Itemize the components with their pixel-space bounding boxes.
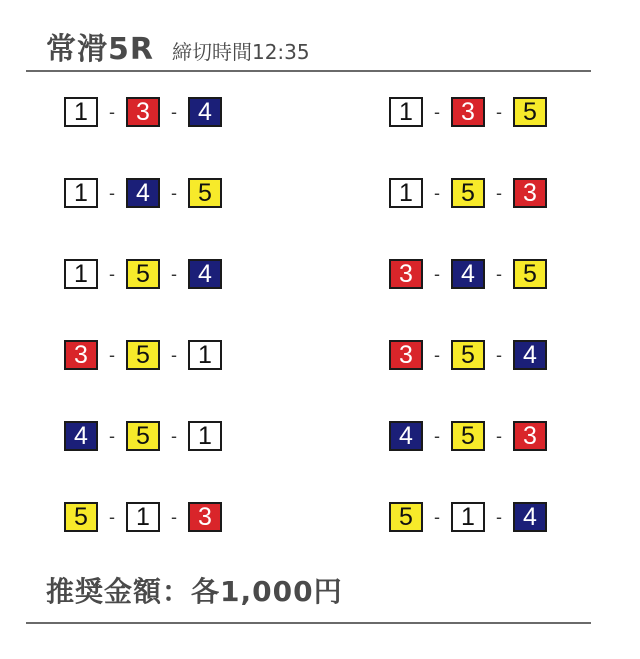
recommended-stake: 推奨金額：各1,000円 [46,575,343,608]
separator: - [109,101,115,122]
separator: - [171,425,177,446]
separator: - [171,182,177,203]
boat-number-4: 4 [126,178,160,208]
combination-row [64,339,222,371]
boat-number-1: 1 [389,178,423,208]
separator: - [434,182,440,203]
boat-number-5: 5 [126,340,160,370]
boat-number-5: 5 [126,259,160,289]
boat-number-1: 1 [126,502,160,532]
separator: - [171,506,177,527]
boat-number-3: 3 [389,340,423,370]
boat-number-5: 5 [451,178,485,208]
separator: - [496,101,502,122]
boat-number-3: 3 [513,178,547,208]
combination-row [64,420,222,452]
separator: - [496,506,502,527]
boat-number-5: 5 [513,97,547,127]
separator: - [496,344,502,365]
boat-number-3: 3 [126,97,160,127]
boat-number-4: 4 [389,421,423,451]
boat-number-1: 1 [64,259,98,289]
bottom-divider [26,622,591,624]
boat-number-1: 1 [188,421,222,451]
separator: - [171,263,177,284]
race-header [46,24,310,67]
boat-number-4: 4 [188,259,222,289]
boat-number-1: 1 [64,97,98,127]
separator: - [109,506,115,527]
separator: - [434,101,440,122]
combination-row [64,96,222,128]
combination-row [389,96,547,128]
boat-number-1: 1 [64,178,98,208]
separator: - [434,344,440,365]
combination-row [389,420,547,452]
boat-number-1: 1 [389,97,423,127]
boat-number-1: 1 [188,340,222,370]
boat-number-5: 5 [513,259,547,289]
boat-number-1: 1 [451,502,485,532]
boat-number-5: 5 [188,178,222,208]
boat-number-3: 3 [64,340,98,370]
separator: - [434,263,440,284]
boat-number-3: 3 [513,421,547,451]
boat-number-5: 5 [64,502,98,532]
separator: - [496,425,502,446]
combination-row [64,501,222,533]
separator: - [496,263,502,284]
separator: - [109,263,115,284]
top-divider [26,70,591,72]
separator: - [109,425,115,446]
separator: - [434,506,440,527]
separator: - [171,344,177,365]
combination-row [389,258,547,290]
separator: - [109,182,115,203]
boat-number-4: 4 [64,421,98,451]
boat-number-4: 4 [188,97,222,127]
boat-number-3: 3 [188,502,222,532]
combination-row [389,339,547,371]
boat-number-3: 3 [451,97,485,127]
race-title: 常滑5R [46,32,154,67]
separator: - [171,101,177,122]
deadline-time: 締切時間12:35 [171,40,310,64]
boat-number-3: 3 [389,259,423,289]
separator: - [434,425,440,446]
boat-number-5: 5 [451,421,485,451]
combination-row [64,258,222,290]
combination-row [389,501,547,533]
combination-row [64,177,222,209]
combination-row [389,177,547,209]
boat-number-4: 4 [451,259,485,289]
separator: - [109,344,115,365]
boat-number-5: 5 [389,502,423,532]
boat-number-5: 5 [126,421,160,451]
boat-number-5: 5 [451,340,485,370]
boat-number-4: 4 [513,502,547,532]
boat-number-4: 4 [513,340,547,370]
separator: - [496,182,502,203]
